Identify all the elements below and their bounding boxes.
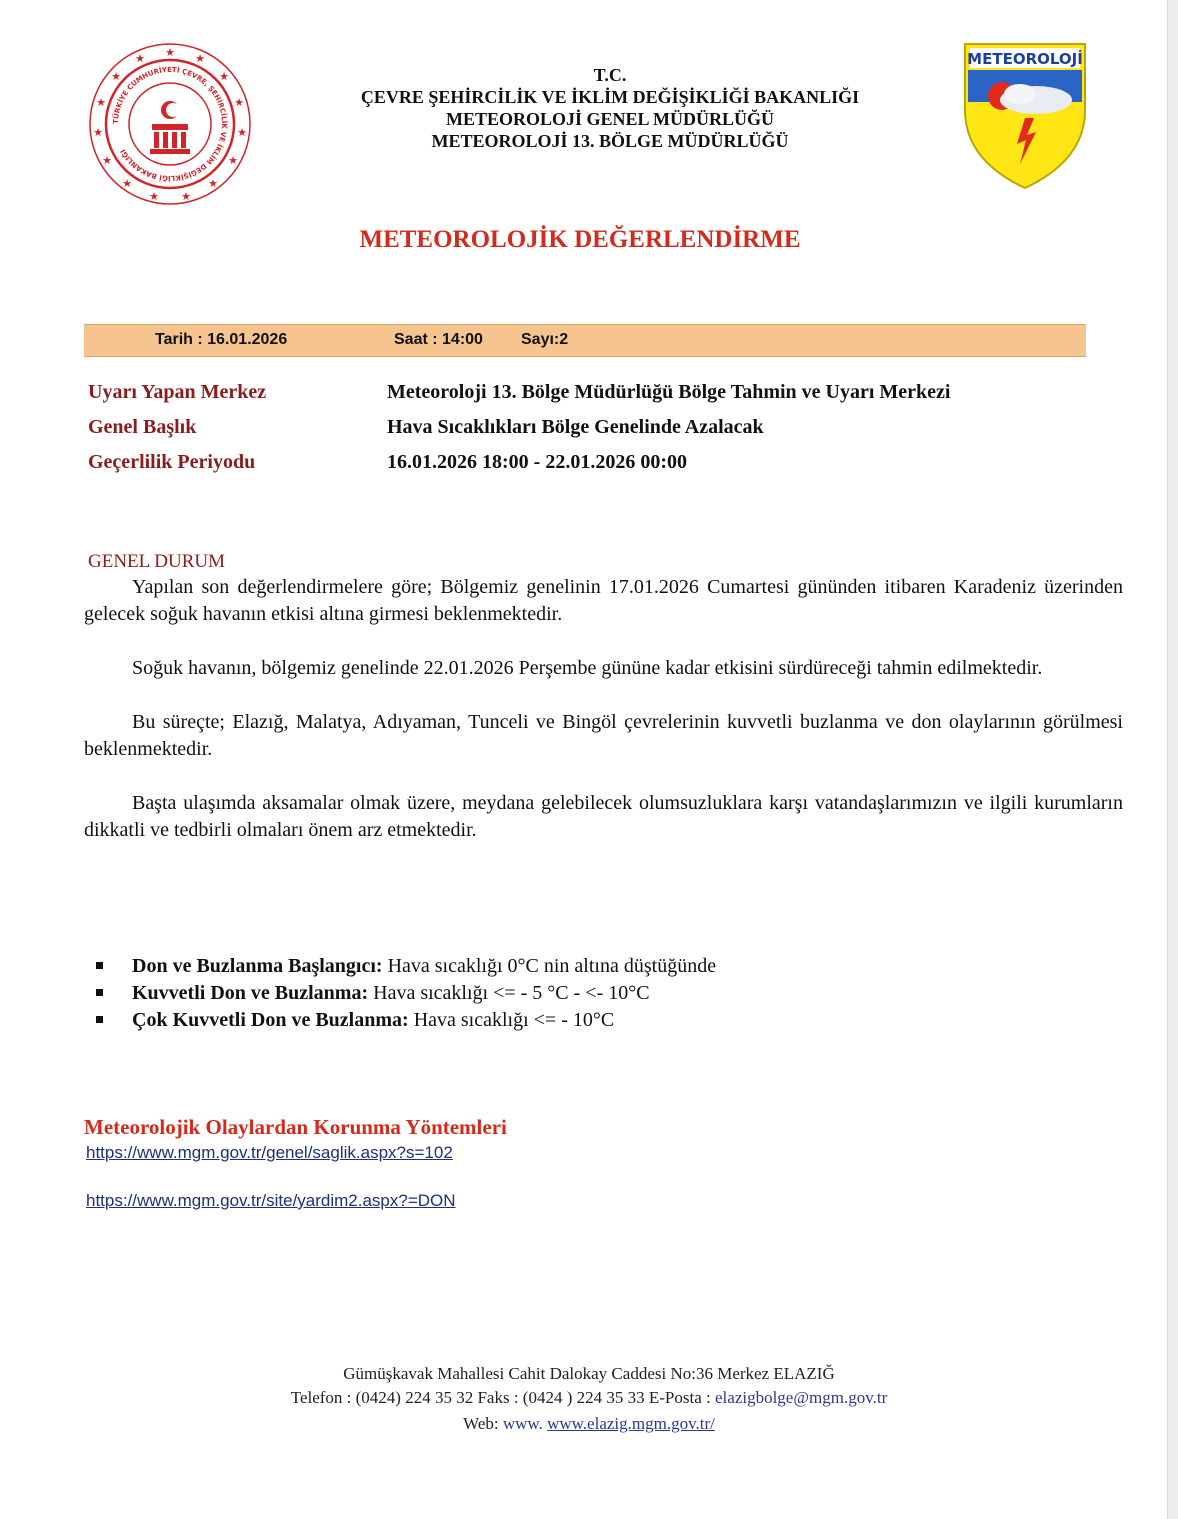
svg-text:★: ★ — [228, 154, 238, 167]
svg-text:★: ★ — [165, 46, 175, 59]
time-label: Saat : 14:00 — [394, 331, 483, 348]
issue-number-label: Sayı:2 — [521, 331, 569, 348]
date-time-bar — [84, 324, 1086, 357]
svg-text:★: ★ — [219, 70, 229, 83]
heading-value: Hava Sıcaklıkları Bölge Genelinde Azalacak — [387, 416, 764, 438]
footer-address: Gümüşkavak Mahallesi Cahit Dalokay Caddesi No:36 Merkez ELAZIĞ — [343, 1364, 835, 1383]
info-row-center — [88, 381, 1088, 416]
warning-info-table — [88, 381, 1088, 486]
page-edge — [1167, 0, 1178, 1519]
svg-text:★: ★ — [181, 190, 191, 203]
svg-text:★: ★ — [122, 177, 132, 190]
document-title: METEOROLOJİK DEĞERLENDİRME — [359, 226, 801, 253]
seal-ring-text: TÜRKİYE CUMHURİYETİ ÇEVRE, ŞEHİRCİLİK VE İKLİM DEĞİŞİKLİĞİ BAKANLIĞI — [111, 65, 229, 183]
svg-text:★: ★ — [93, 126, 103, 139]
info-row-period — [88, 451, 1088, 486]
definition-desc: Hava sıcaklığı 0°C nin altına düştüğünde — [382, 955, 717, 977]
paragraph-3-text: Bu süreçte; Elazığ, Malatya, Adıyaman, Tunceli ve Bingöl çevrelerinin kuvvetli buzlanma ve don olaylarının görülmesi beklenmektedir. — [84, 711, 1123, 760]
paragraph-1-text: Yapılan son değerlendirmelere göre; Bölgemiz genelinin 17.01.2026 Cumartesi gününden itibaren Karadeniz üzerinden gelecek soğuk havanın etkisi altına girmesi beklenmektedir. — [84, 576, 1123, 625]
center-value: Meteoroloji 13. Bölge Müdürlüğü Bölge Tahmin ve Uyarı Merkezi — [387, 381, 951, 403]
svg-text:★: ★ — [195, 52, 205, 65]
meteoroloji-logo — [962, 40, 1088, 190]
footer-web — [0, 1414, 1178, 1434]
health-guide-link[interactable]: https://www.mgm.gov.tr/genel/saglik.aspx?s=102 — [86, 1143, 453, 1162]
definition-term: Kuvvetli Don ve Buzlanma: — [132, 982, 369, 1004]
footer-web-prefix: www. — [502, 1414, 548, 1433]
definition-desc: Hava sıcaklığı <= - 10°C — [408, 1009, 615, 1031]
svg-text:★: ★ — [135, 52, 145, 65]
period-value: 16.01.2026 18:00 - 22.01.2026 00:00 — [387, 451, 687, 473]
paragraph-4-text: Başta ulaşımda aksamalar olmak üzere, meydana gelebilecek olumsuzluklara karşı vatandaşlarımızın ve ilgili kurumların dikkatli ve tedbirli olmaları önem arz etmektedir. — [84, 792, 1123, 841]
square-bullet-icon — [96, 989, 103, 996]
list-item — [96, 980, 716, 1007]
info-row-heading — [88, 416, 1088, 451]
date-label: Tarih : 16.01.2026 — [155, 331, 288, 348]
header-ministry: ÇEVRE ŞEHİRCİLİK VE İKLİM DEĞİŞİKLİĞİ BAKANLIĞI — [360, 87, 860, 107]
frost-help-link[interactable]: https://www.mgm.gov.tr/site/yardim2.aspx?=DON — [86, 1191, 456, 1210]
svg-text:★: ★ — [208, 177, 218, 190]
general-situation-heading: GENEL DURUM — [88, 551, 226, 572]
paragraph-2-text: Soğuk havanın, bölgemiz genelinde 22.01.2026 Perşembe gününe kadar etkisini sürdüreceği tahmin edilmektedir. — [132, 657, 1043, 679]
paragraph-3 — [84, 709, 1123, 763]
definition-desc: Hava sıcaklığı <= - 5 °C - <- 10°C — [368, 982, 650, 1004]
header-tc: T.C. — [593, 65, 627, 85]
frost-definitions-list — [96, 953, 716, 1034]
svg-text:★: ★ — [111, 70, 121, 83]
svg-text:★: ★ — [102, 154, 112, 167]
definition-term: Don ve Buzlanma Başlangıcı: — [132, 955, 383, 977]
footer-phone-fax: Telefon : (0424) 224 35 32 Faks : (0424 ) 224 35 33 E-Posta : — [290, 1388, 715, 1407]
svg-text:★: ★ — [237, 126, 247, 139]
paragraph-2 — [84, 655, 1123, 682]
list-item — [96, 953, 716, 980]
svg-text:★: ★ — [234, 96, 244, 109]
period-label: Geçerlilik Periyodu — [88, 451, 256, 473]
center-label: Uyarı Yapan Merkez — [88, 381, 267, 403]
square-bullet-icon — [96, 1016, 103, 1023]
square-bullet-icon — [96, 962, 103, 969]
meteoroloji-logo-text: METEOROLOJİ — [967, 50, 1083, 68]
svg-text:★: ★ — [96, 96, 106, 109]
footer-contact — [0, 1388, 1178, 1408]
footer-email-link[interactable]: elazigbolge@mgm.gov.tr — [715, 1388, 888, 1407]
header-general-directorate: METEOROLOJİ GENEL MÜDÜRLÜĞÜ — [445, 109, 775, 129]
definition-term: Çok Kuvvetli Don ve Buzlanma: — [132, 1009, 409, 1031]
list-item — [96, 1007, 716, 1034]
paragraph-4 — [84, 790, 1123, 844]
heading-label: Genel Başlık — [88, 416, 197, 438]
ministry-seal-logo — [88, 42, 252, 206]
ministry-header — [300, 64, 920, 152]
svg-text:★: ★ — [149, 190, 159, 203]
header-regional-directorate: METEOROLOJİ 13. BÖLGE MÜDÜRLÜĞÜ — [431, 131, 789, 151]
paragraph-1 — [84, 574, 1123, 628]
footer-web-link[interactable]: www.elazig.mgm.gov.tr/ — [547, 1414, 715, 1433]
protection-methods-heading: Meteorolojik Olaylardan Korunma Yöntemleri — [84, 1115, 507, 1139]
footer-web-label: Web: — [463, 1414, 503, 1433]
